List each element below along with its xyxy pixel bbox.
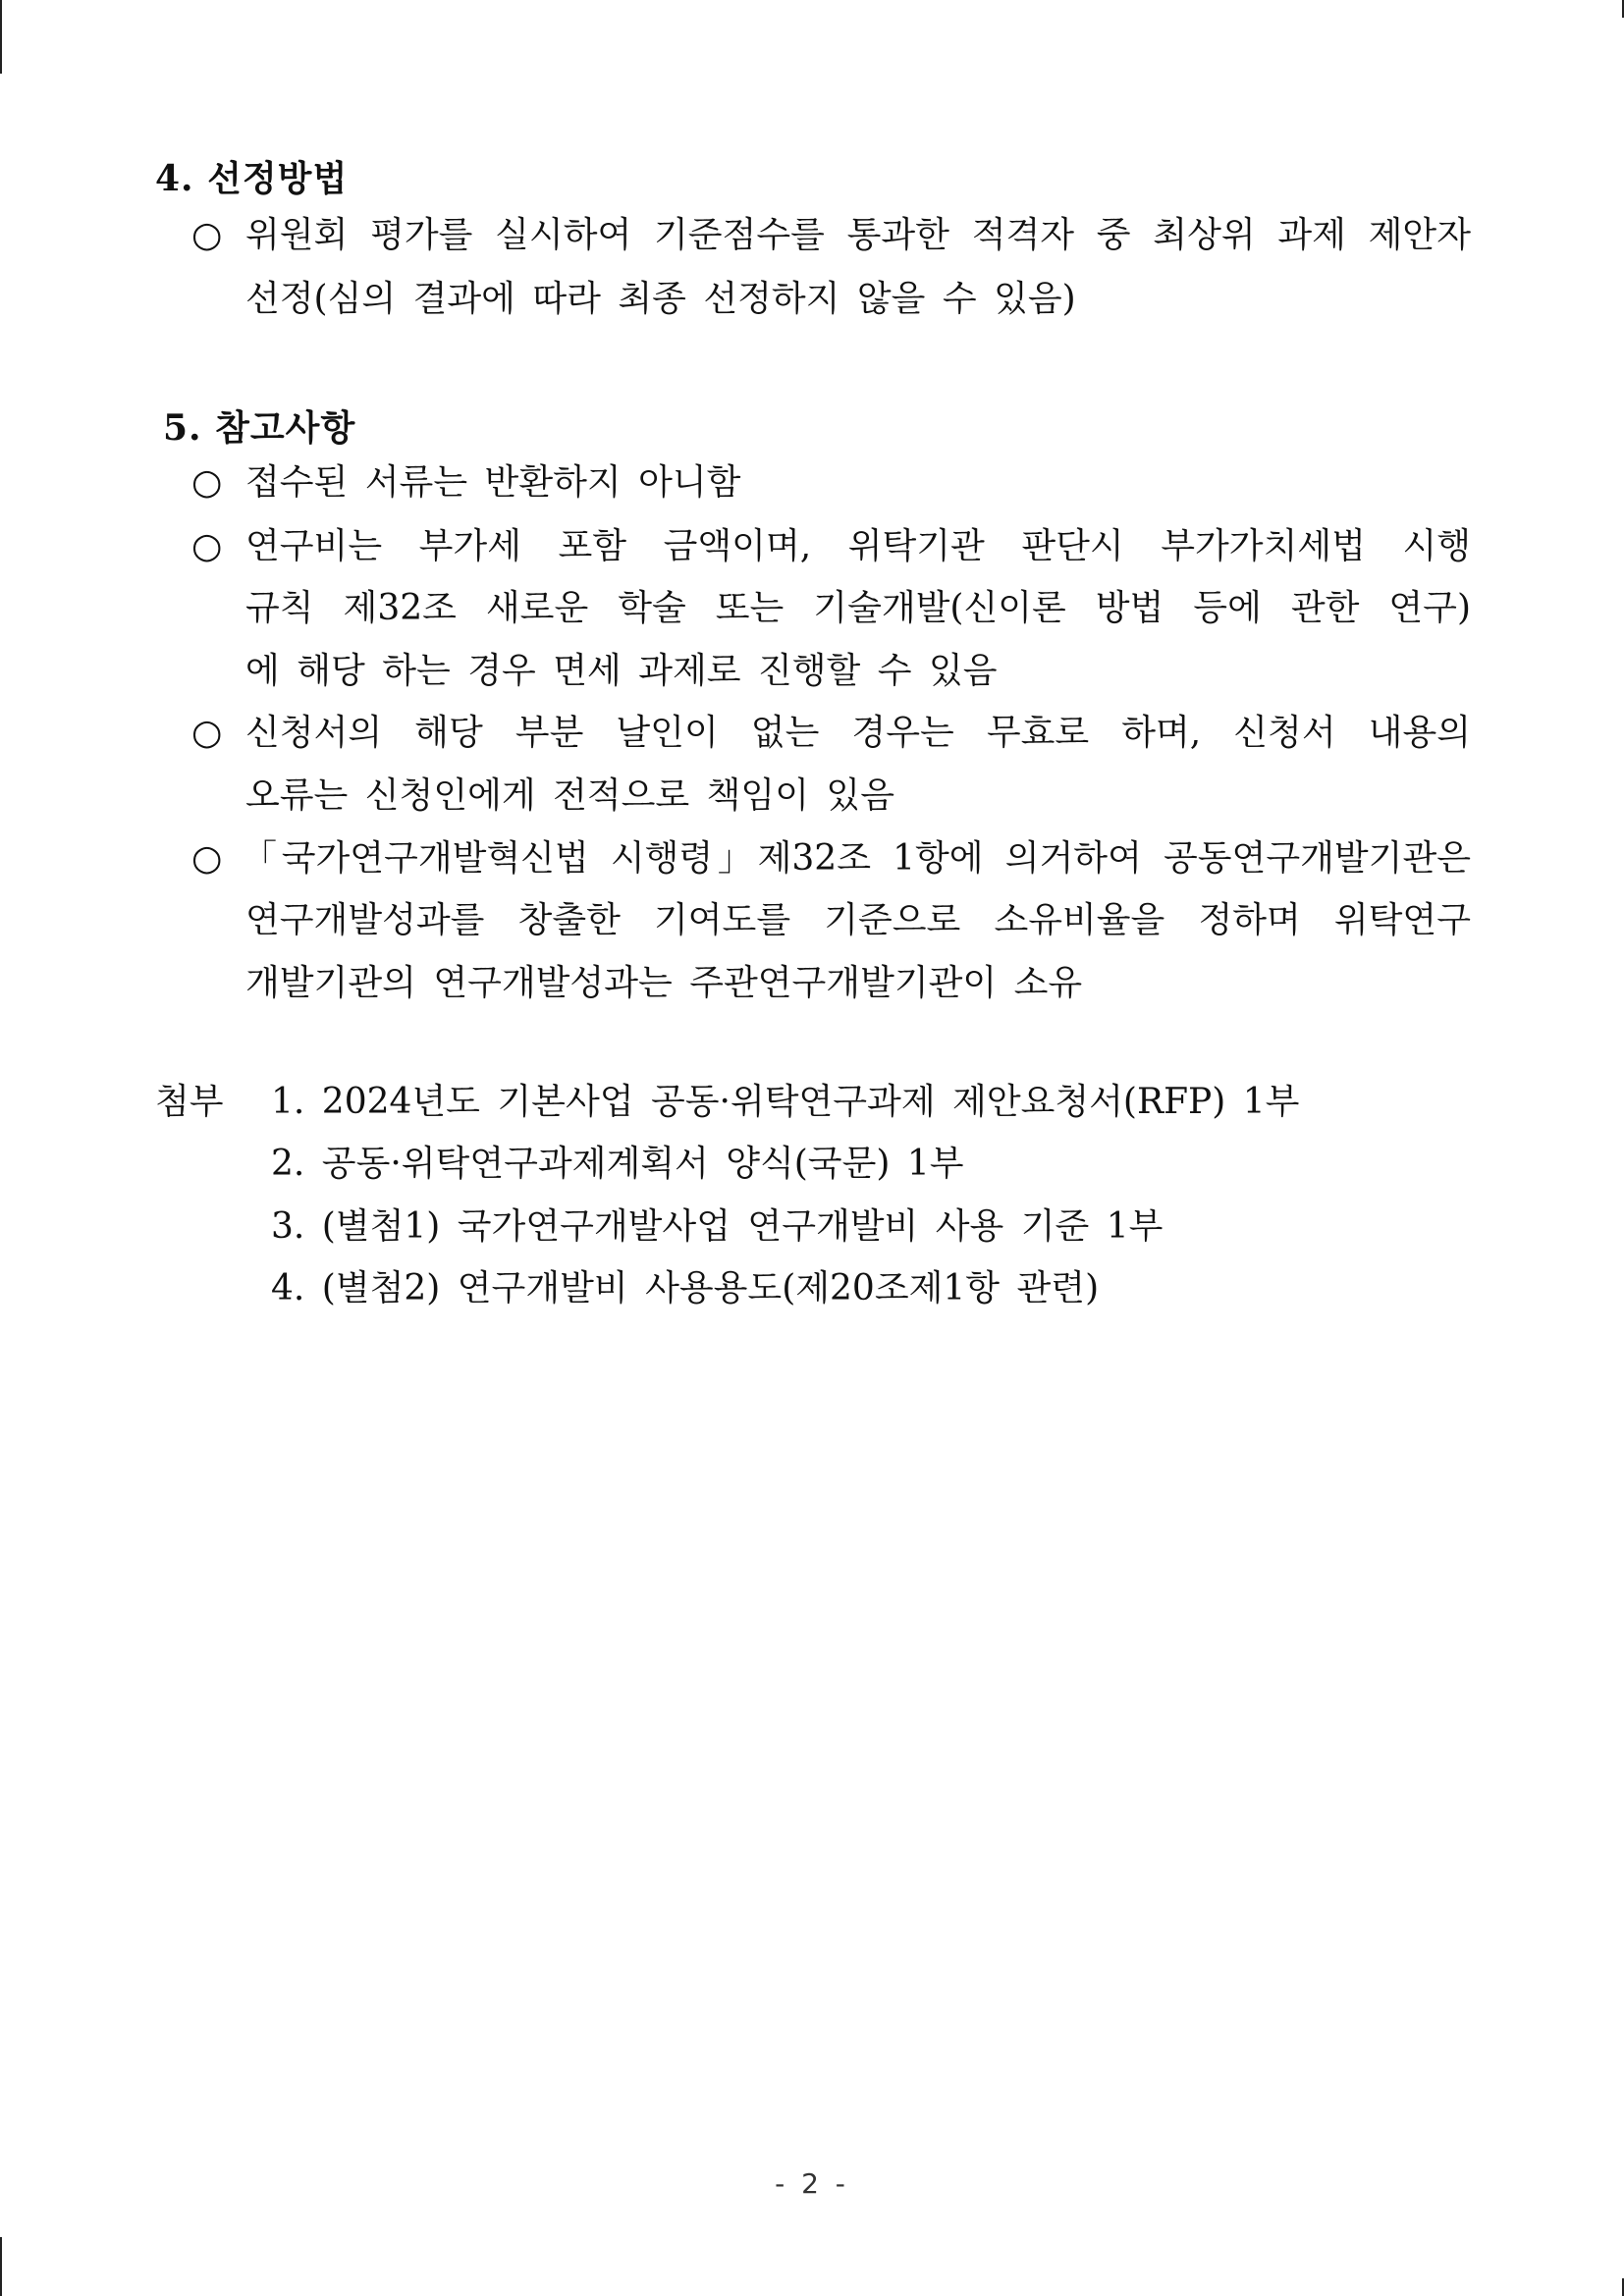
- attachment-item: 3. (별첨1) 국가연구개발사업 연구개발비 사용 기준 1부: [271, 1206, 1164, 1247]
- section-heading-selection-method: 4. 선정방법: [155, 158, 349, 199]
- text-line: 위원회 평가를 실시하여 기준점수를 통과한 적격자 중 최상위 과제 제안자: [245, 215, 1471, 255]
- text-line: 접수된 서류는 반환하지 아니함: [245, 462, 741, 503]
- text-line: 에 해당 하는 경우 면세 과제로 진행할 수 있음: [245, 651, 998, 691]
- text-line: 규칙 제32조 새로운 학술 또는 기술개발(신이론 방법 등에 관한 연구): [245, 588, 1471, 628]
- page-number: - 2 -: [775, 2167, 849, 2200]
- section-heading-notes: 5. 참고사항: [163, 407, 356, 449]
- bullet-icon: ○: [191, 838, 223, 879]
- text-line: 오류는 신청인에게 전적으로 책임이 있음: [245, 775, 894, 816]
- attachment-item: 4. (별첨2) 연구개발비 사용용도(제20조제1항 관련): [271, 1268, 1100, 1308]
- crop-mark-top-left: [0, 0, 2, 74]
- text-line: 연구비는 부가세 포함 금액이며, 위탁기관 판단시 부가가치세법 시행: [245, 526, 1471, 566]
- text-line: 개발기관의 연구개발성과는 주관연구개발기관이 소유: [245, 963, 1083, 1003]
- text-line: 선정(심의 결과에 따라 최종 선정하지 않을 수 있음): [245, 279, 1076, 319]
- attachments-label: 첨부: [155, 1082, 224, 1122]
- text-line: 연구개발성과를 창출한 기여도를 기준으로 소유비율을 정하며 위탁연구: [245, 900, 1471, 940]
- bullet-icon: ○: [191, 215, 223, 255]
- attachment-item: 2. 공동·위탁연구과제계획서 양식(국문) 1부: [271, 1144, 964, 1184]
- text-line: 「국가연구개발혁신법 시행령」제32조 1항에 의거하여 공동연구개발기관은: [242, 838, 1471, 879]
- bullet-icon: ○: [191, 713, 223, 753]
- attachment-item: 1. 2024년도 기본사업 공동·위탁연구과제 제안요청서(RFP) 1부: [271, 1082, 1300, 1122]
- crop-mark-bottom-left: [0, 2237, 2, 2296]
- text-line: 신청서의 해당 부분 날인이 없는 경우는 무효로 하며, 신청서 내용의: [245, 713, 1471, 753]
- bullet-icon: ○: [191, 462, 223, 503]
- bullet-icon: ○: [191, 526, 223, 566]
